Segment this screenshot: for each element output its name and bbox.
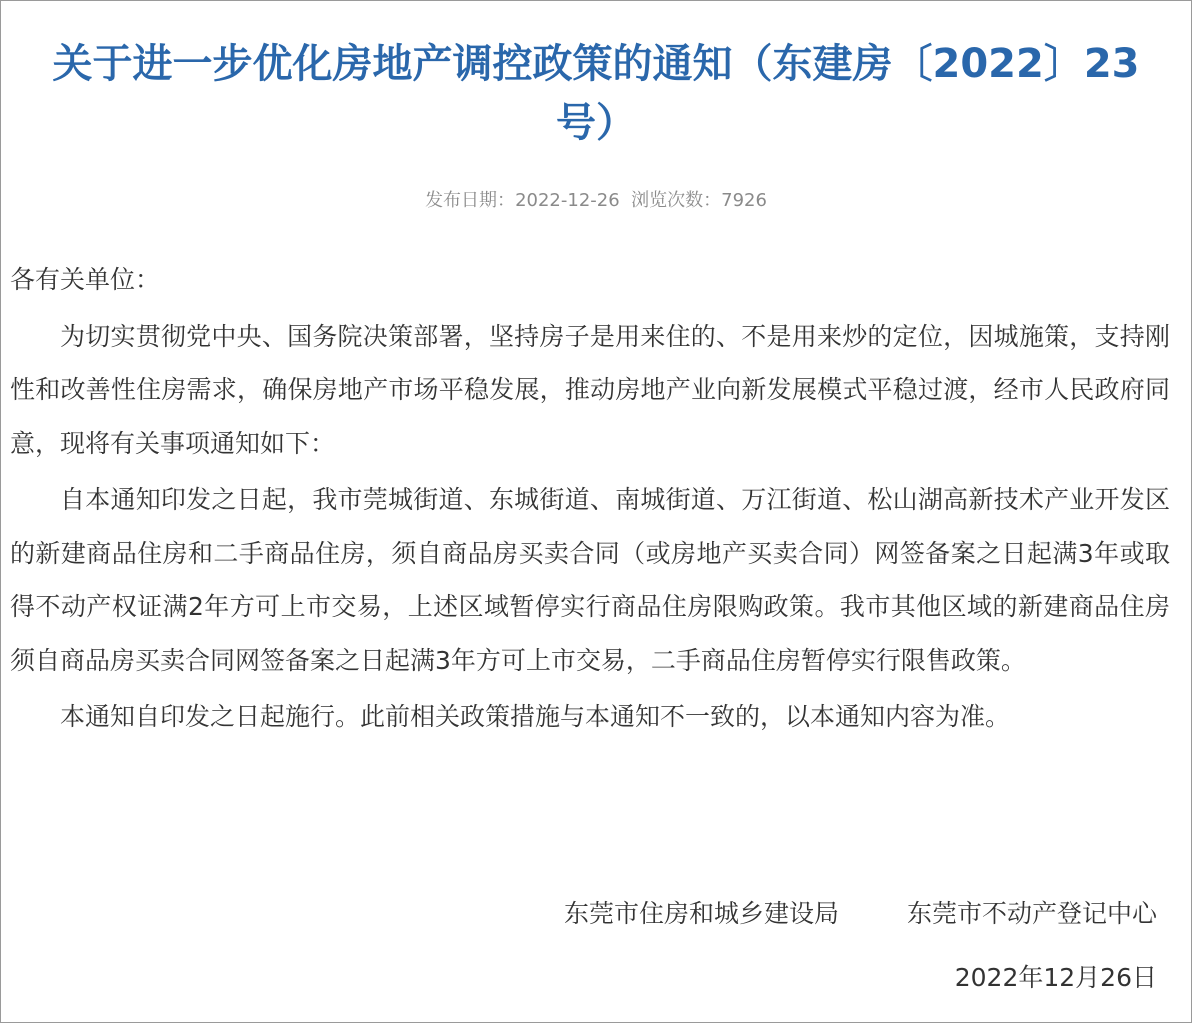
article-title: 关于进一步优化房地产调控政策的通知（东建房〔2022〕23号） bbox=[52, 41, 1140, 146]
view-count-label: 浏览次数： bbox=[631, 190, 722, 211]
view-count-value: 7926 bbox=[721, 190, 767, 211]
publish-date-value: 2022-12-26 bbox=[515, 190, 620, 211]
signatory-registration-center: 东莞市不动产登记中心 bbox=[906, 899, 1157, 928]
body-paragraph: 为切实贯彻党中央、国务院决策部署，坚持房子是用来住的、不是用来炒的定位，因城施策，支持刚性和改善性住房需求，确保房地产市场平稳发展，推动房地产业向新发展模式平稳过渡，经市人民政府同意，现将有关事项通知如下： bbox=[10, 321, 1170, 458]
salutation: 各有关单位： bbox=[10, 265, 161, 294]
body-paragraph: 本通知自印发之日起施行。此前相关政策措施与本通知不一致的，以本通知内容为准。 bbox=[60, 702, 1011, 731]
signatory-housing-bureau: 东莞市住房和城乡建设局 bbox=[563, 899, 839, 928]
sign-date: 2022年12月26日 bbox=[954, 963, 1157, 992]
publish-date-label: 发布日期： bbox=[425, 190, 516, 211]
signatories bbox=[564, 890, 1157, 938]
body-paragraph: 自本通知印发之日起，我市莞城街道、东城街道、南城街道、万江街道、松山湖高新技术产业开发区的新建商品住房和二手商品住房，须自商品房买卖合同（或房地产买卖合同）网签备案之日起满3年或取得不动产权证满2年方可上市交易，上述区域暂停实行商品住房限购政策。我市其他区域的新建商品住房须自商品房买卖合同网签备案之日起满3年方可上市交易，二手商品住房暂停实行限售政策。 bbox=[10, 485, 1170, 675]
article-body bbox=[10, 253, 1170, 747]
article-meta bbox=[1, 189, 1191, 213]
